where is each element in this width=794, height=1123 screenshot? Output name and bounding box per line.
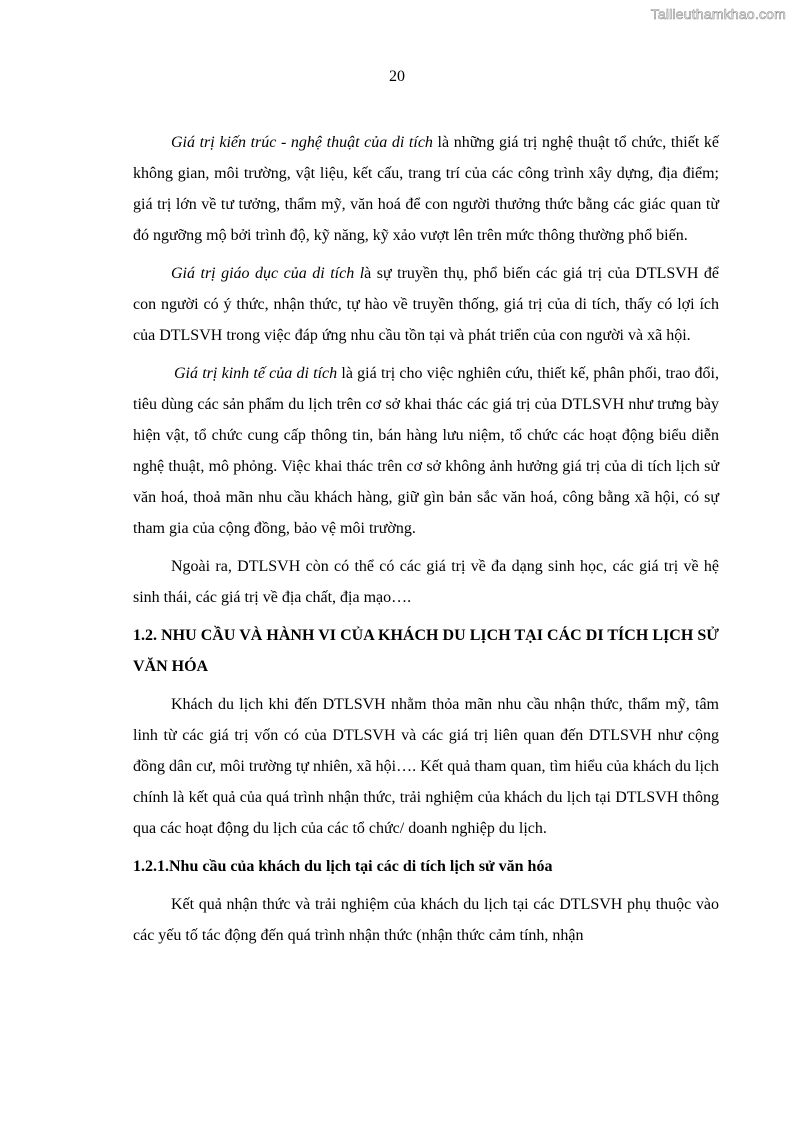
- paragraph-other-values: Ngoài ra, DTLSVH còn có thể có các giá trị về đa dạng sinh học, các giá trị về hệ sinh thái, các giá trị về địa chất, địa mạo….: [133, 558, 719, 606]
- page-number: 20: [389, 68, 405, 85]
- term-economic-value: Giá trị kinh tế của di tích: [174, 365, 338, 382]
- paragraph-text: là những giá trị nghệ thuật tổ chức, thiết kế không gian, môi trường, vật liệu, kết cấu, trang trí của các công trình xây dựng, địa điểm; giá trị lớn về tư tưởng, thẩm mỹ, văn hoá để con người thưởng thức bằng các giác quan từ đó ngưỡng mộ bởi trình độ, kỹ năng, kỹ xảo vượt lên trên mức thông thường phổ biến.: [133, 134, 719, 244]
- term-architecture-value: Giá trị kiến trúc - nghệ thuật của di tích: [171, 134, 433, 151]
- page-body: [133, 127, 719, 958]
- section-heading-1-2-1: 1.2.1.Nhu cầu của khách du lịch tại các di tích lịch sử văn hóa: [133, 858, 553, 875]
- paragraph-experience-results: Kết quả nhận thức và trải nghiệm của khách du lịch tại các DTLSVH phụ thuộc vào các yếu tố tác động đến quá trình nhận thức (nhận thức cảm tính, nhận: [133, 896, 719, 944]
- paragraph-education-value: [133, 258, 719, 351]
- section-heading-1-2: 1.2. NHU CẦU VÀ HÀNH VI CỦA KHÁCH DU LỊCH TẠI CÁC DI TÍCH LỊCH SỬ VĂN HÓA: [133, 627, 719, 675]
- paragraph-text: là giá trị cho việc nghiên cứu, thiết kế, phân phối, trao đổi, tiêu dùng các sản phẩm du lịch trên cơ sở khai thác các giá trị của DTLSVH như trưng bày hiện vật, tổ chức cung cấp thông tin, bán hàng lưu niệm, tổ chức các hoạt động biểu diễn nghệ thuật, mô phỏng. Việc khai thác trên cơ sở không ảnh hưởng giá trị của di tích lịch sử văn hoá, thoả mãn nhu cầu khách hàng, giữ gìn bản sắc văn hoá, công bằng xã hội, có sự tham gia của cộng đồng, bảo vệ môi trường.: [133, 365, 719, 537]
- term-education-value: Giá trị giáo dục của di tích l: [171, 265, 365, 282]
- paragraph-tourist-needs: Khách du lịch khi đến DTLSVH nhằm thỏa mãn nhu cầu nhận thức, thẩm mỹ, tâm linh từ các giá trị vốn có của DTLSVH và các giá trị liên quan đến DTLSVH như cộng đồng dân cư, môi trường tự nhiên, xã hội…. Kết quả tham quan, tìm hiểu của khách du lịch chính là kết quả của quá trình nhận thức, trải nghiệm của khách du lịch tại DTLSVH thông qua các hoạt động du lịch của các tổ chức/ doanh nghiệp du lịch.: [133, 696, 719, 837]
- paragraph-text: à sự truyền thụ, phổ biến các giá trị của DTLSVH để con người có ý thức, nhận thức, tự hào về truyền thống, giá trị của di tích, thấy có lợi ích của DTLSVH trong việc đáp ứng nhu cầu tồn tại và phát triển của con người và xã hội.: [133, 265, 719, 344]
- paragraph-architecture-value: [133, 127, 719, 251]
- paragraph-economic-value: [133, 358, 719, 544]
- watermark: Tailieuthamkhao.com: [650, 6, 786, 22]
